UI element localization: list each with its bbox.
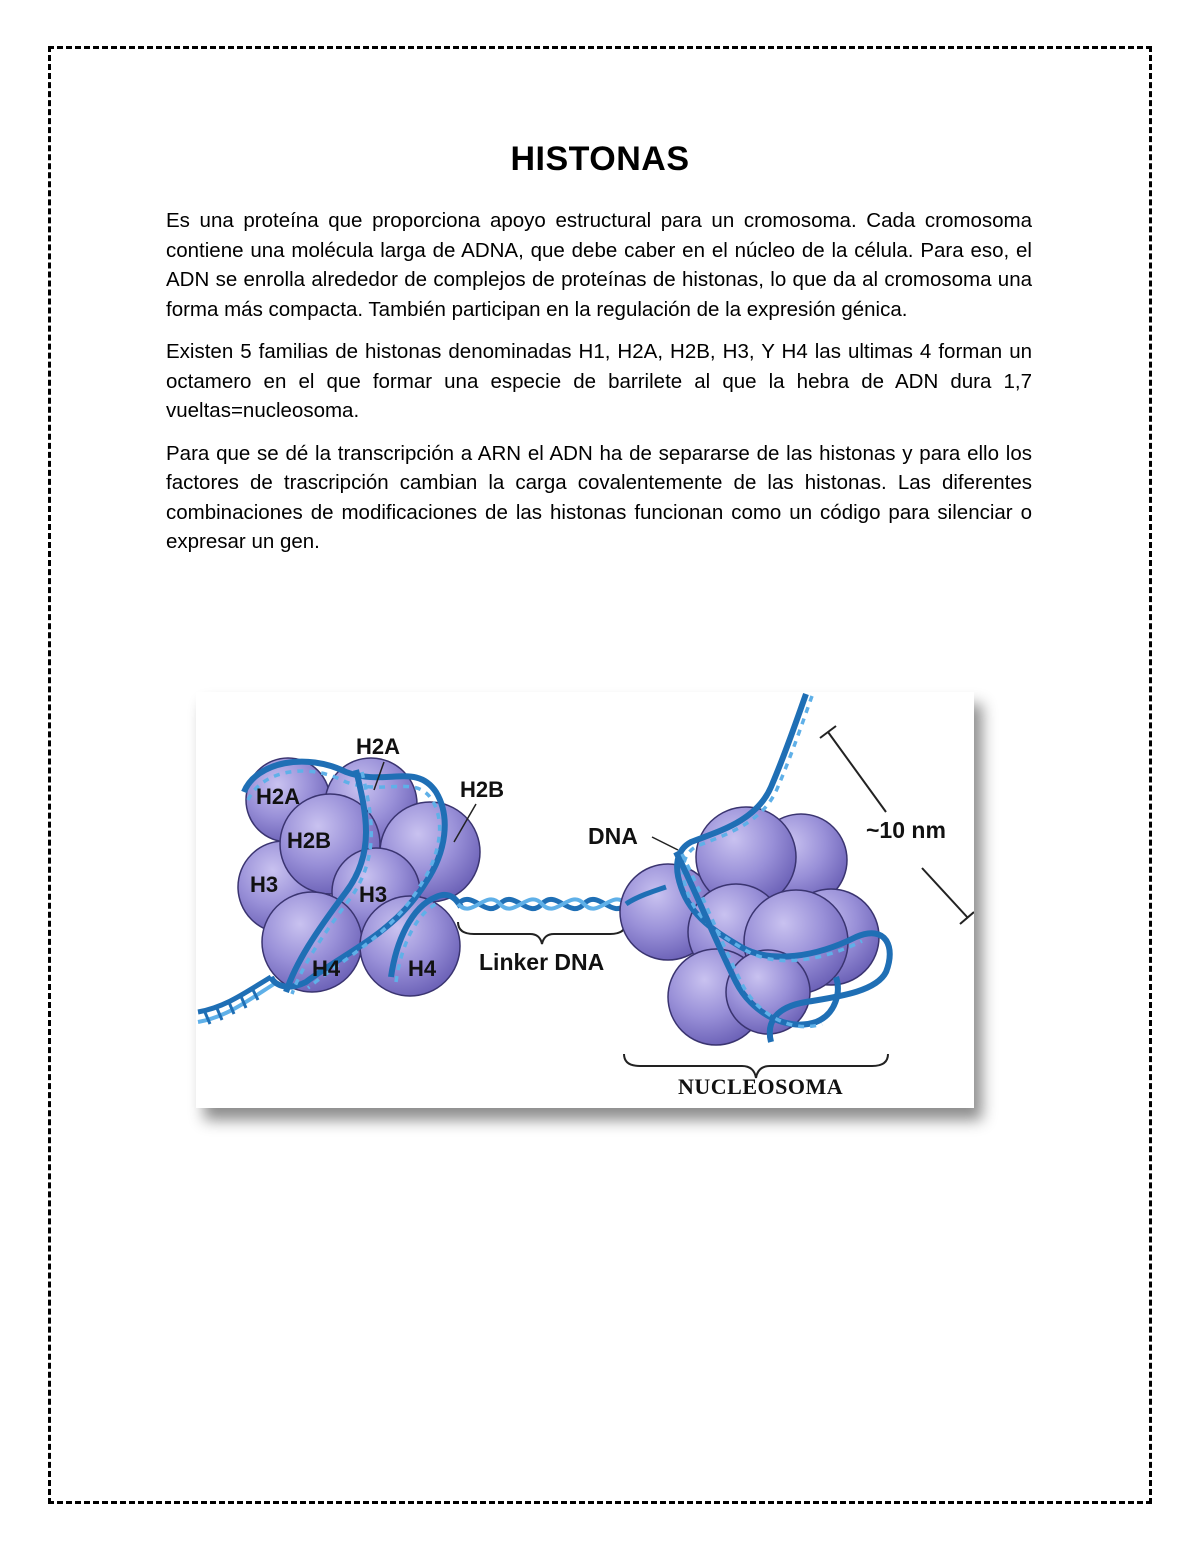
- label-h4-right: H4: [408, 956, 437, 981]
- label-h4-left: H4: [312, 956, 341, 981]
- label-linker-dna: Linker DNA: [479, 949, 605, 975]
- page-title: HISTONAS: [510, 140, 690, 178]
- nucleosome-right: [620, 807, 879, 1045]
- label-dna: DNA: [588, 823, 638, 849]
- histone-h4-right: [360, 896, 460, 996]
- label-nucleosoma: NUCLEOSOMA: [678, 1074, 844, 1099]
- body-text: [166, 206, 1032, 570]
- label-h2b-inner: H2B: [287, 828, 332, 853]
- dna-tail-left: [198, 977, 274, 1024]
- linker-dna-helix: [458, 899, 626, 908]
- paragraph-transcription: Para que se dé la transcripción a ARN el ADN ha de separarse de las histonas y para ello los factores de trascripción cambian la carga covalentemente de las histonas. Las diferentes combinaciones de modificaciones de las histonas funcionan como un código para silenciar o expresar un gen.: [166, 441, 1032, 553]
- linker-brace: [458, 922, 626, 944]
- paragraph-families: Existen 5 familias de histonas denominadas H1, H2A, H2B, H3, Y H4 las ultimas 4 forman un octamero en el que formar una especie de barrilete al que la hebra de ADN dura 1,7 vueltas=nucleosoma.: [166, 340, 1032, 422]
- label-scale: ~10 nm: [866, 817, 946, 843]
- nucleosome-diagram: [196, 692, 974, 1108]
- label-h2b-right: H2B: [460, 777, 505, 802]
- label-h2a-top: H2A: [356, 734, 401, 759]
- label-h3-left: H3: [250, 872, 279, 897]
- label-h3-center: H3: [359, 882, 388, 907]
- label-h2a-left: H2A: [256, 784, 301, 809]
- nucleosome-figure: [196, 692, 974, 1108]
- paragraph-definition: Es una proteína que proporciona apoyo estructural para un cromosoma. Cada cromosoma contiene una molécula larga de ADNA, que debe caber en el núcleo de la célula. Para eso, el ADN se enrolla alrededor de complejos de proteínas de histonas, lo que da al cromosoma una forma más compacta. También participan en la regulación de la expresión génica.: [166, 209, 1032, 321]
